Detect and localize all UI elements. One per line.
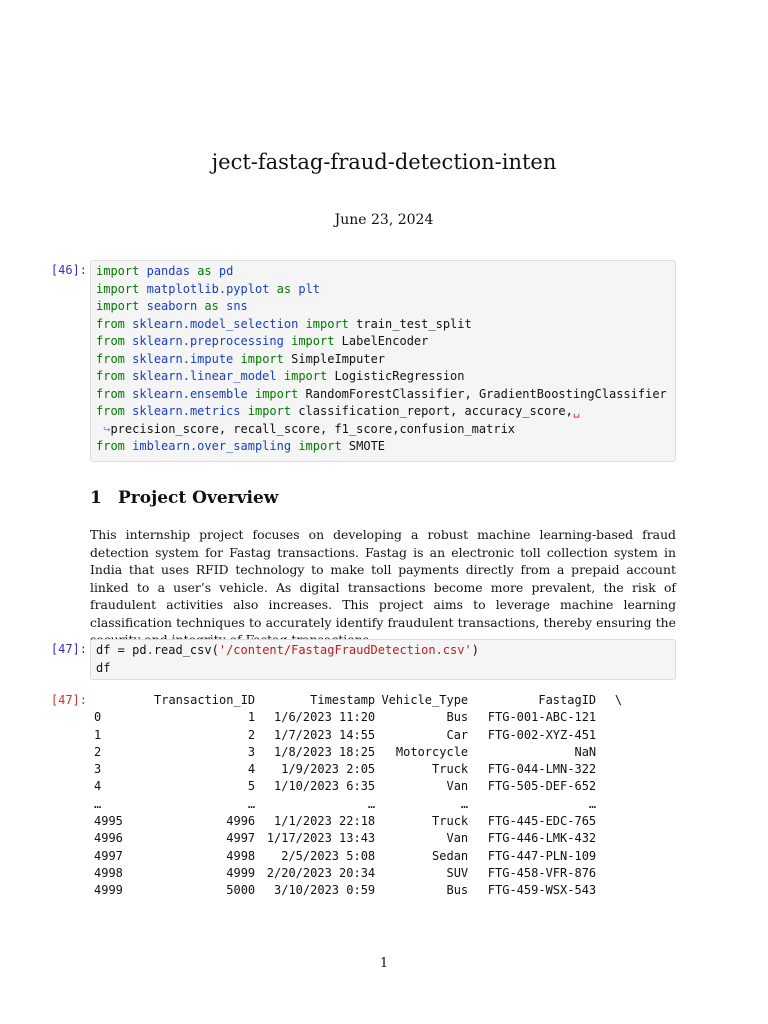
column-header: Timestamp — [310, 693, 376, 707]
code-token: plt — [298, 281, 321, 296]
table-cell: Truck — [432, 814, 469, 829]
table-row — [94, 830, 622, 847]
column-header: Vehicle_Type — [381, 693, 469, 707]
table-row — [94, 778, 622, 795]
code-token: as — [204, 299, 219, 313]
table-row — [94, 761, 622, 778]
table-cell — [596, 848, 622, 865]
code-token: seaborn — [146, 299, 198, 313]
table-cell: 4998 — [226, 848, 256, 863]
code-line — [96, 316, 670, 334]
table-cell: … — [247, 796, 256, 811]
code-token: from — [96, 316, 125, 331]
code-token — [212, 264, 219, 278]
code-line — [96, 660, 670, 678]
code-token — [284, 334, 291, 348]
table-row — [94, 848, 622, 865]
table-cell: Car — [446, 727, 469, 742]
code-token: sklearn.ensemble — [132, 386, 248, 401]
table-cell: 4998 — [94, 865, 123, 880]
code-token: LogisticRegression — [327, 369, 465, 383]
code-line — [96, 386, 670, 404]
table-cell: 2/5/2023 5:08 — [281, 848, 376, 863]
table-cell — [596, 796, 622, 813]
code-token: from — [96, 334, 125, 348]
table-cell: FTG-446-LMK-432 — [487, 831, 597, 846]
code-token: import — [96, 281, 140, 296]
code-token: import — [291, 334, 335, 348]
table-cell: Van — [446, 779, 469, 794]
code-line — [96, 403, 670, 421]
section-number: 1 — [90, 488, 102, 508]
cell-input-prompt: [46]: — [50, 263, 87, 277]
code-token: from — [96, 386, 125, 401]
code-token — [241, 404, 248, 418]
table-cell: 4995 — [94, 814, 123, 829]
code-token: . — [146, 643, 154, 657]
code-token: ) — [471, 643, 479, 657]
code-token: sklearn.preprocessing — [132, 334, 284, 348]
table-cell: Motorcycle — [395, 744, 469, 759]
table-row — [94, 744, 622, 761]
code-line — [96, 351, 670, 369]
table-cell: FTG-505-DEF-652 — [487, 779, 597, 794]
code-token: sklearn.metrics — [132, 404, 241, 418]
code-token: ␣ — [572, 404, 581, 418]
code-token: RandomForestClassifier, GradientBoostingClassifier — [298, 386, 667, 401]
table-row — [94, 865, 622, 882]
table-cell: 4997 — [94, 848, 123, 863]
code-token: SMOTE — [341, 439, 386, 453]
table-cell: 5000 — [226, 883, 256, 898]
table-cell: 4996 — [226, 814, 256, 829]
code-line — [96, 281, 670, 299]
code-token: df — [96, 660, 111, 675]
code-token — [139, 282, 146, 296]
code-token — [219, 299, 226, 313]
table-cell: Sedan — [432, 848, 469, 863]
code-token: train_test_split — [348, 316, 472, 331]
table-cell: 1/17/2023 13:43 — [266, 831, 376, 846]
code-cell-read-csv[interactable] — [90, 639, 676, 680]
table-cell — [596, 761, 622, 778]
code-line — [96, 263, 670, 281]
document-date: June 23, 2024 — [334, 212, 434, 228]
table-cell: 3/10/2023 0:59 — [274, 883, 376, 898]
code-token: sklearn.impute — [132, 351, 234, 366]
code-line — [96, 333, 670, 351]
code-token: import — [96, 264, 140, 278]
table-cell: 1 — [247, 710, 256, 725]
code-token: import — [283, 369, 328, 383]
table-cell: Van — [446, 831, 469, 846]
code-token: LabelEncoder — [334, 334, 429, 348]
code-token: from — [96, 439, 125, 453]
code-line — [96, 298, 670, 316]
code-token: SimpleImputer — [283, 351, 386, 366]
code-token: pd — [218, 264, 234, 278]
column-header: \ — [614, 693, 623, 707]
code-token: sns — [226, 299, 248, 313]
code-token: import — [240, 351, 284, 366]
code-token: read_csv( — [153, 643, 219, 657]
table-cell: … — [460, 796, 469, 811]
code-token — [233, 352, 240, 366]
table-cell — [596, 727, 622, 744]
code-token: from — [96, 369, 125, 383]
table-cell: Truck — [432, 762, 469, 777]
table-cell: … — [588, 796, 597, 811]
table-cell: 4996 — [94, 831, 123, 846]
table-cell: … — [367, 796, 376, 811]
code-token: as — [197, 264, 212, 278]
table-cell: 2/20/2023 20:34 — [266, 865, 376, 880]
code-line — [96, 368, 670, 386]
code-token: pandas — [146, 264, 190, 278]
code-token: import — [305, 316, 349, 331]
table-row — [94, 813, 622, 830]
table-cell — [596, 865, 622, 882]
table-cell: FTG-445-EDC-765 — [487, 814, 597, 829]
table-cell: 4 — [247, 762, 256, 777]
code-token: classification_report, accuracy_score, — [291, 404, 573, 418]
table-cell: 4997 — [226, 831, 256, 846]
column-header: Transaction_ID — [154, 693, 256, 707]
table-cell: 1/7/2023 14:55 — [274, 727, 376, 742]
table-row — [94, 882, 622, 899]
code-token: from — [96, 351, 125, 366]
table-cell: SUV — [446, 865, 469, 880]
table-header-row — [94, 692, 622, 709]
code-cell-imports[interactable] — [90, 260, 676, 462]
code-token: df = pd — [96, 643, 147, 657]
code-line — [96, 438, 670, 456]
table-cell: 5 — [247, 779, 256, 794]
table-cell: FTG-044-LMN-322 — [487, 762, 597, 777]
column-header — [94, 692, 154, 709]
table-cell — [596, 830, 622, 847]
column-header: FastagID — [538, 693, 597, 707]
code-token — [298, 317, 305, 331]
code-token: precision_score, recall_score, f1_score,confusion_matrix — [110, 421, 516, 436]
table-cell: 3 — [247, 744, 256, 759]
table-cell: 2 — [247, 727, 256, 742]
table-row — [94, 727, 622, 744]
code-line — [96, 421, 670, 439]
code-token — [139, 264, 146, 278]
cell-output-prompt: [47]: — [50, 693, 87, 707]
table-cell: 4999 — [226, 865, 256, 880]
table-cell: 1/8/2023 18:25 — [274, 744, 376, 759]
code-token — [277, 369, 284, 383]
table-cell: 1 — [94, 727, 102, 742]
table-row — [94, 709, 622, 726]
code-token: import — [96, 299, 140, 313]
table-cell: … — [94, 796, 102, 811]
dataframe-output-table — [94, 692, 622, 900]
table-cell: 1/1/2023 22:18 — [274, 814, 376, 829]
table-cell: NaN — [574, 744, 597, 759]
code-token: ↪ — [96, 421, 111, 436]
table-cell: Bus — [446, 710, 469, 725]
overview-paragraph: This internship project focuses on developing a robust machine learning-based fraud detection system for Fastag transactions. Fastag is an electronic toll collection system in India that uses RFID technology to make toll payments directly from a prepaid account linked to a user’s vehicle. As digital transactions become more prevalent, the risk of fraudulent activities also increases. This project aims to leverage machine learning classification techniques to accurately identify fraudulent transactions, thereby ensuring the — [90, 527, 676, 630]
table-cell — [596, 709, 622, 726]
table-cell: FTG-458-VFR-876 — [487, 865, 597, 880]
code-token — [269, 282, 276, 296]
document-title: ject-fastag-fraud-detection-inten — [211, 150, 557, 174]
code-token: import — [254, 386, 299, 401]
table-cell: FTG-459-WSX-543 — [487, 883, 597, 898]
table-row — [94, 796, 622, 813]
code-token: import — [247, 404, 292, 418]
code-token: imblearn.over_sampling — [132, 439, 292, 453]
table-cell: 0 — [94, 710, 102, 725]
table-cell — [596, 813, 622, 830]
table-cell: Bus — [446, 883, 469, 898]
code-token: sklearn.linear_model — [132, 369, 277, 383]
code-token: '/content/FastagFraudDetection.csv' — [218, 643, 472, 657]
table-cell: 1/10/2023 6:35 — [274, 779, 376, 794]
code-token: import — [298, 439, 342, 453]
table-cell: 4999 — [94, 883, 123, 898]
table-cell: 1/9/2023 2:05 — [281, 762, 376, 777]
code-line — [96, 642, 670, 660]
code-token: as — [276, 281, 292, 296]
table-cell: 3 — [94, 762, 102, 777]
section-title: Project Overview — [118, 488, 279, 508]
table-cell: 1/6/2023 11:20 — [274, 710, 376, 725]
table-cell: FTG-447-PLN-109 — [487, 848, 597, 863]
page-number: 1 — [379, 956, 389, 971]
table-cell — [596, 744, 622, 761]
code-token: from — [96, 404, 125, 418]
code-token — [139, 299, 146, 313]
table-cell — [596, 778, 622, 795]
table-cell: FTG-001-ABC-121 — [487, 710, 597, 725]
table-cell: 4 — [94, 779, 102, 794]
code-token: sklearn.model_selection — [132, 316, 299, 331]
table-cell: FTG-002-XYZ-451 — [487, 727, 597, 742]
code-token: matplotlib.pyplot — [146, 281, 270, 296]
table-cell — [596, 882, 622, 899]
table-cell: 2 — [94, 744, 102, 759]
cell-input-prompt: [47]: — [50, 642, 87, 656]
code-token — [248, 387, 255, 401]
section-heading — [90, 488, 278, 508]
